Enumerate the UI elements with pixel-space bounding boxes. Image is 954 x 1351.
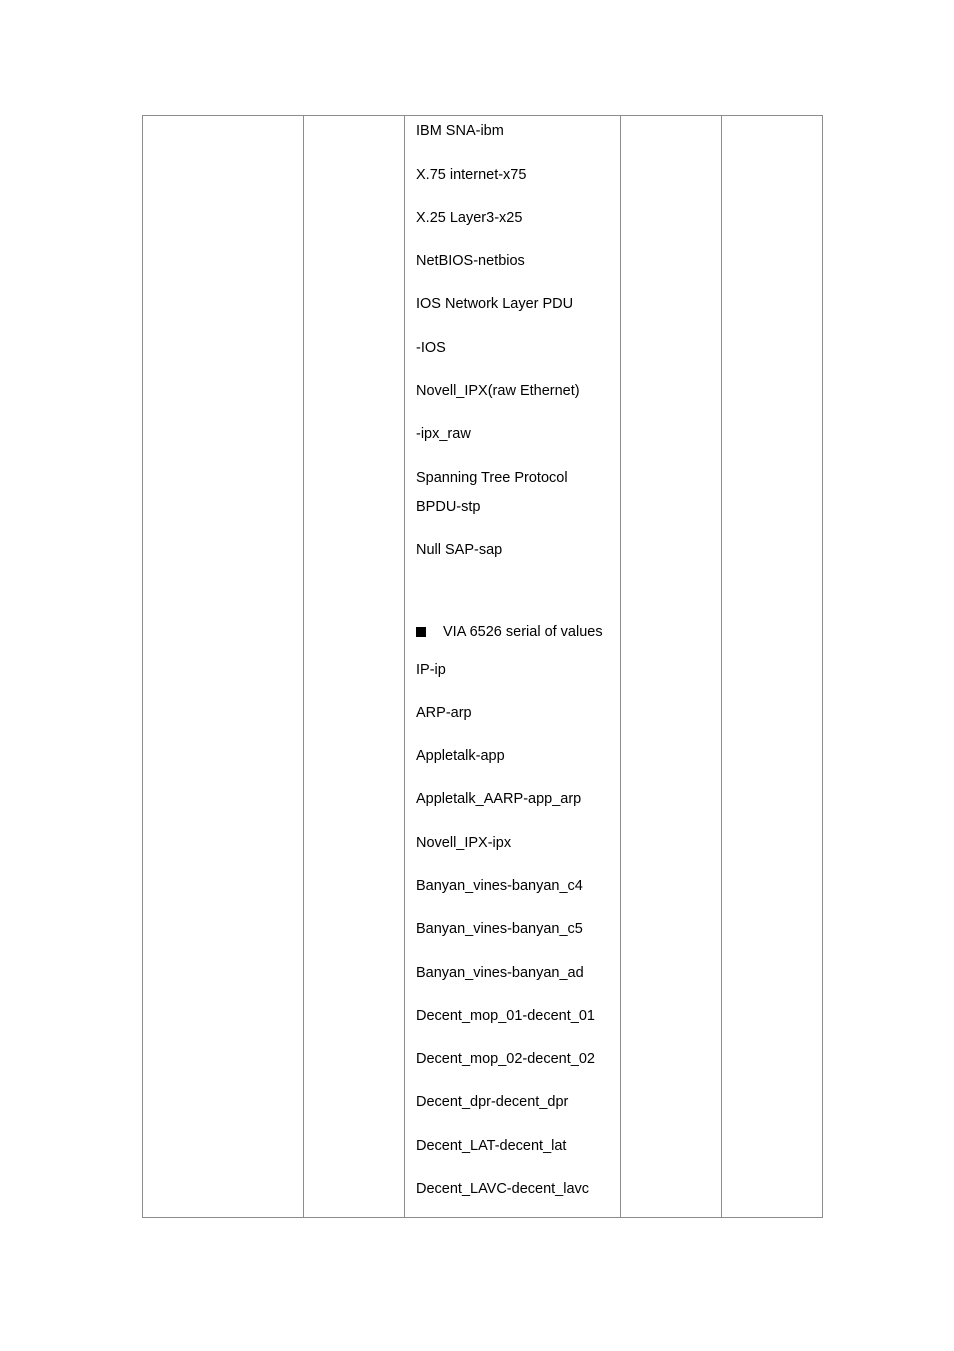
bullet-heading (416, 623, 603, 641)
list-item: Banyan_vines-banyan_c5 (416, 921, 583, 937)
list-item: IP-ip (416, 662, 446, 678)
list-item: Decent_mop_02-decent_02 (416, 1051, 595, 1067)
list-item: IOS Network Layer PDU (416, 296, 574, 312)
protocol-table (142, 115, 823, 1218)
column-divider (721, 116, 722, 1217)
list-item: Novell_IPX-ipx (416, 835, 512, 851)
list-item: ARP-arp (416, 705, 472, 721)
list-item: Decent_LAT-decent_lat (416, 1138, 567, 1154)
column-divider (303, 116, 304, 1217)
list-item: -IOS (416, 340, 446, 356)
list-item: Spanning Tree Protocol (416, 470, 568, 486)
column-divider (620, 116, 621, 1217)
list-item: Appletalk-app (416, 748, 505, 764)
list-item: Null SAP-sap (416, 542, 503, 558)
list-item: -ipx_raw (416, 426, 471, 442)
list-item: Decent_mop_01-decent_01 (416, 1008, 595, 1024)
list-item: BPDU-stp (416, 499, 481, 515)
square-bullet-icon (416, 627, 426, 637)
list-item: NetBIOS-netbios (416, 253, 525, 269)
list-item: Decent_dpr-decent_dpr (416, 1094, 569, 1110)
list-item: Banyan_vines-banyan_ad (416, 965, 584, 981)
list-item: Appletalk_AARP-app_arp (416, 791, 582, 807)
list-item: X.25 Layer3-x25 (416, 210, 523, 226)
list-item: IBM SNA-ibm (416, 123, 504, 139)
list-item: Banyan_vines-banyan_c4 (416, 878, 583, 894)
column-divider (404, 116, 405, 1217)
bullet-heading-text: VIA 6526 serial of values (443, 624, 603, 640)
list-item: Decent_LAVC-decent_lavc (416, 1181, 590, 1197)
list-item: Novell_IPX(raw Ethernet) (416, 383, 580, 399)
list-item: X.75 internet-x75 (416, 167, 527, 183)
